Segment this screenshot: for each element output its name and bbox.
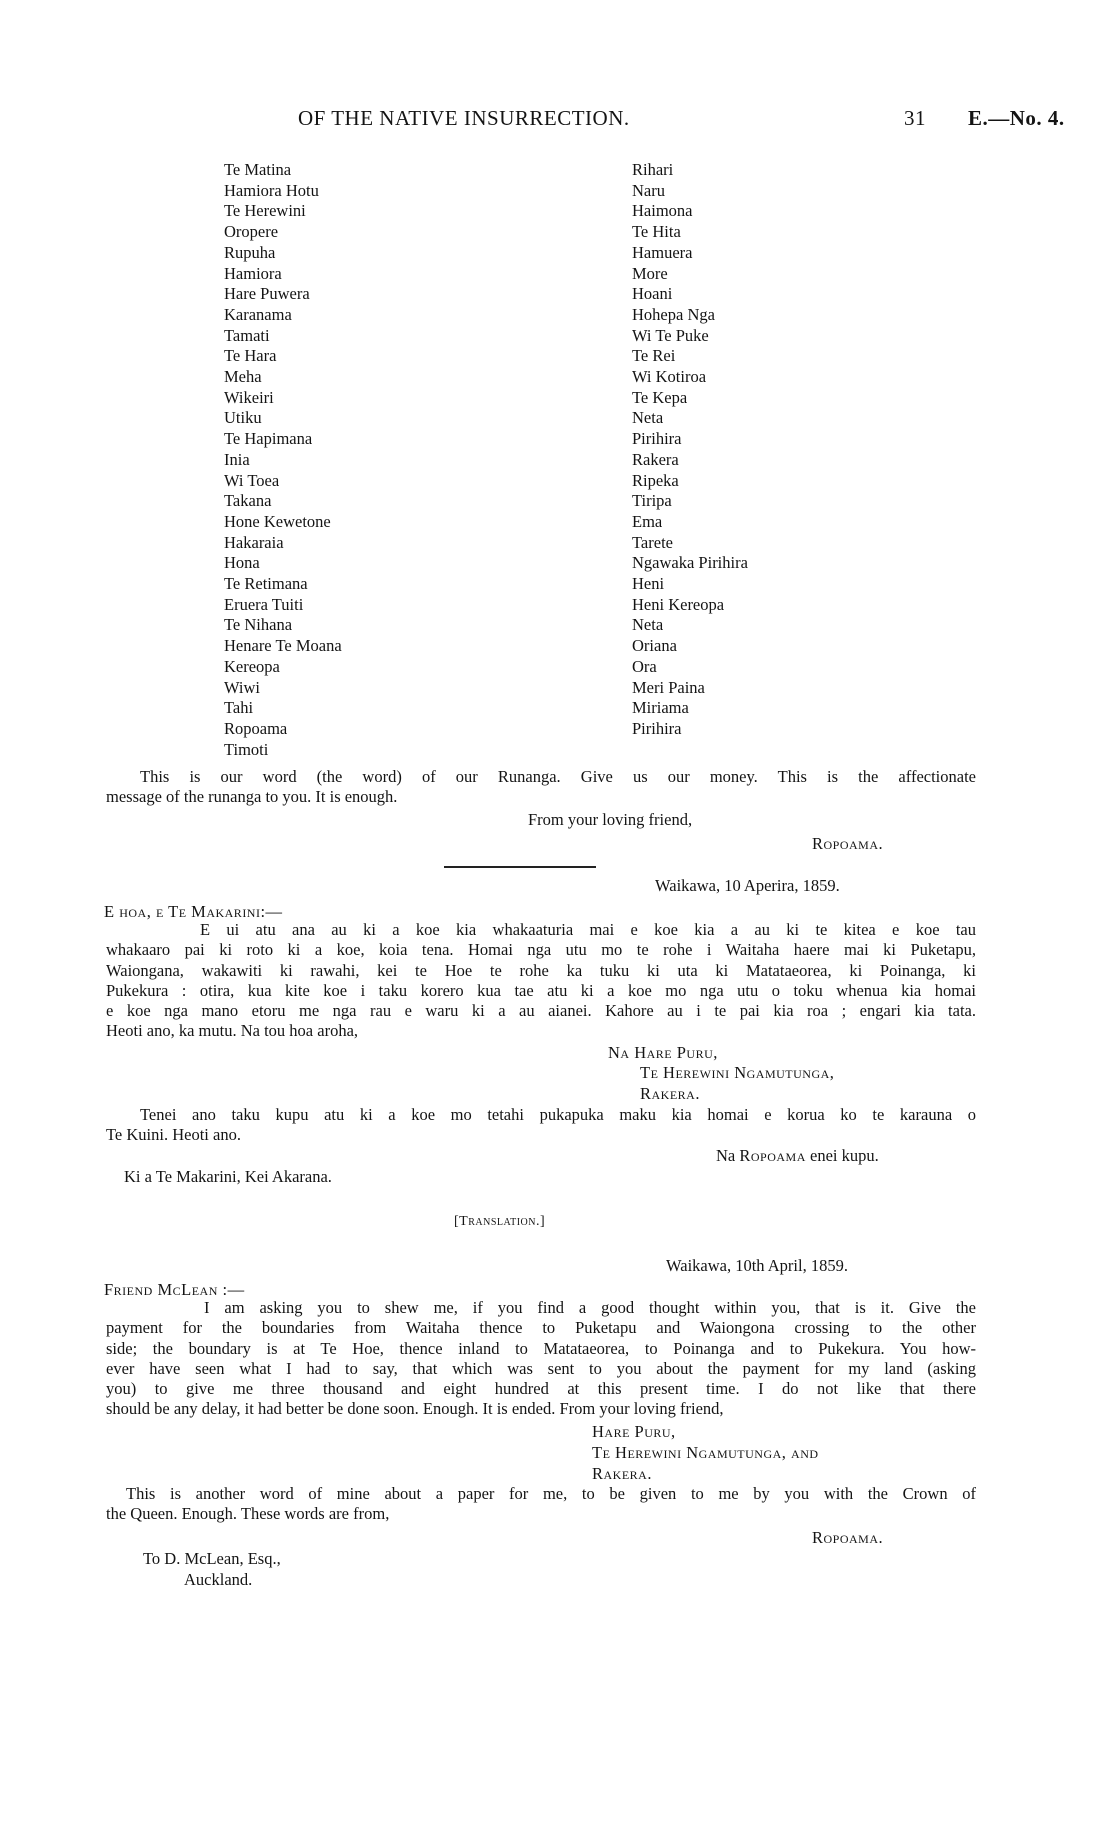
name-right-item: Ripeka [632, 470, 679, 490]
maori-signer-3: Rakera. [640, 1084, 700, 1103]
translation-signature: Ropoama. [812, 1528, 884, 1547]
translation-line: side; the boundary is at Te Hoe, thence inland to Matataeorea, to Poinanga and to Pukekura. You how- [106, 1338, 976, 1358]
name-right-item: Wi Kotiroa [632, 367, 707, 387]
maori-letter-line: E ui atu ana au ki a koe kia whakaaturia mai e koe kia a au ki te kitea e koe tau [200, 920, 976, 939]
name-left-item: Hamiora Hotu [224, 180, 319, 200]
translation-postscript [106, 1484, 976, 1525]
name-left-item: Wiwi [224, 677, 260, 697]
maori-letter-line: whakaaro pai ki roto ki a koe, koia tena. Homai nga utu mo te rohe i Waitaha haere mai ki Puketapu, [106, 940, 976, 960]
translation-signer-2: Te Herewini Ngamutunga, and [592, 1443, 819, 1462]
translation-signer-1: Hare Puru, [592, 1422, 676, 1441]
name-left-item: Utiku [224, 408, 262, 428]
names-list-left [224, 160, 342, 760]
translation-line: I am asking you to shew me, if you find a good thought within you, that is it. Give the [204, 1298, 976, 1317]
maori-letter-line: Pukekura : otira, kua kite koe i taku korero kua tae atu ki a koe mo nga utu o toku whenua kia homai [106, 980, 976, 1000]
name-left-item: Kereopa [224, 656, 280, 676]
runanga-line-1: This is our word (the word) of our Runanga. Give us our money. This is the affectionate [140, 767, 976, 786]
name-right-item: Hohepa Nga [632, 304, 715, 324]
maori-postscript-line-1: Tenei ano taku kupu atu ki a koe mo tetahi pukapuka maku kia homai e korua ko te karauna o [140, 1105, 976, 1124]
name-left-item: Te Nihana [224, 615, 293, 635]
address-recipient: To D. McLean, Esq., [143, 1549, 281, 1568]
maori-salutation: E hoa, e Te Makarini:— [104, 902, 283, 921]
translation-postscript-line-1: This is another word of mine about a paper for me, to be given to me by you with the Crown of [126, 1484, 976, 1503]
name-left-item: Te Retimana [224, 574, 308, 594]
maori-address: Ki a Te Makarini, Kei Akarana. [124, 1167, 332, 1186]
maori-letter-body [106, 920, 976, 1042]
translation-salutation: Friend McLean :— [104, 1280, 245, 1299]
name-right-item: Pirihira [632, 718, 682, 738]
names-list-right [632, 160, 748, 740]
name-right-item: Neta [632, 615, 664, 635]
name-right-item: Oriana [632, 636, 677, 656]
translation-signer-3: Rakera. [592, 1464, 652, 1483]
section-divider [444, 866, 596, 868]
maori-signer-2: Te Herewini Ngamutunga, [640, 1063, 835, 1082]
runanga-closing: From your loving friend, [528, 810, 693, 829]
name-right-item: Hoani [632, 284, 673, 304]
maori-postscript-sign-text: Ropoama [739, 1146, 806, 1165]
name-left-item: Karanama [224, 304, 292, 324]
name-right-item: Tarete [632, 532, 673, 552]
name-left-item: Hone Kewetone [224, 511, 331, 531]
name-right-item: Rihari [632, 160, 674, 179]
name-left-item: Te Herewini [224, 201, 306, 221]
name-left-item: Te Hapimana [224, 429, 313, 449]
name-right-item: Rakera [632, 449, 679, 469]
translation-line: payment for the boundaries from Waitaha thence to Puketapu and Waiongona crossing to the other [106, 1318, 976, 1338]
name-left-item: Tamati [224, 325, 270, 345]
name-right-item: Hamuera [632, 242, 693, 262]
name-right-item: Te Hita [632, 222, 681, 242]
name-left-item: Timoti [224, 739, 269, 759]
translation-body [106, 1298, 976, 1420]
runanga-signature: Ropoama. [812, 834, 884, 853]
name-left-item: Oropere [224, 222, 279, 242]
name-left-item: Inia [224, 449, 250, 469]
name-left-item: Te Hara [224, 346, 277, 366]
runanga-statement [106, 767, 976, 808]
name-left-item: Te Matina [224, 160, 292, 179]
page-title: OF THE NATIVE INSURRECTION. [298, 106, 630, 130]
name-right-item: Neta [632, 408, 664, 428]
name-right-item: Te Kepa [632, 387, 688, 407]
name-right-item: Te Rei [632, 346, 676, 366]
name-left-item: Henare Te Moana [224, 636, 342, 656]
maori-postscript [106, 1105, 976, 1146]
translation-line: should be any delay, it had better be done soon. Enough. It is ended. From your loving friend, [106, 1399, 724, 1419]
name-left-item: Ropoama [224, 718, 288, 738]
maori-postscript-sign: Na Ropoama enei kupu. [716, 1146, 879, 1165]
runanga-line-2: message of the runanga to you. It is enough. [106, 787, 398, 807]
name-right-item: Wi Te Puke [632, 325, 709, 345]
name-right-item: More [632, 263, 668, 283]
document-reference: E.—No. 4. [968, 106, 1065, 130]
name-right-item: Haimona [632, 201, 693, 221]
name-left-item: Hare Puwera [224, 284, 310, 304]
translation-dateline: Waikawa, 10th April, 1859. [666, 1256, 848, 1275]
name-left-item: Tahi [224, 698, 254, 718]
name-left-item: Meha [224, 367, 262, 387]
translation-line: you) to give me three thousand and eight hundred at this present time. I do not like that there [106, 1379, 976, 1399]
name-left-item: Hamiora [224, 263, 282, 283]
name-right-item: Tiripa [632, 491, 672, 511]
maori-postscript-line-2: Te Kuini. Heoti ano. [106, 1125, 241, 1145]
maori-signer-1: Na Hare Puru, [608, 1043, 718, 1062]
translation-heading: [Translation.] [454, 1214, 546, 1229]
maori-letter-line: e koe nga mano etoru me nga rau e waru ki a au aianei. Kahore au i te pai kia roa ; engari kia tata. [106, 1001, 976, 1021]
name-left-item: Rupuha [224, 242, 276, 262]
maori-letter-line: Heoti ano, ka mutu. Na tou hoa aroha, [106, 1021, 359, 1041]
name-right-item: Heni [632, 574, 665, 594]
maori-letter-line: Waiongana, wakawiti ki rawahi, kei te Hoe te rohe ka tuku ki uta ki Matataeorea, ki Poinanga, ki [106, 960, 976, 980]
name-right-item: Naru [632, 180, 665, 200]
name-left-item: Hakaraia [224, 532, 284, 552]
name-left-item: Hona [224, 553, 260, 573]
maori-dateline: Waikawa, 10 Aperira, 1859. [655, 876, 840, 895]
name-right-item: Ema [632, 511, 663, 531]
name-left-item: Wi Toea [224, 470, 280, 490]
translation-postscript-line-2: the Queen. Enough. These words are from, [106, 1504, 390, 1524]
page-number: 31 [904, 106, 926, 130]
name-right-item: Ngawaka Pirihira [632, 553, 748, 573]
name-right-item: Pirihira [632, 429, 682, 449]
name-right-item: Ora [632, 656, 657, 676]
name-right-item: Meri Paina [632, 677, 705, 697]
address-place: Auckland. [184, 1570, 253, 1589]
name-right-item: Miriama [632, 698, 689, 718]
translation-line: ever have seen what I had to say, that which was sent to you about the payment for my land (asking [106, 1358, 976, 1378]
name-right-item: Heni Kereopa [632, 594, 725, 614]
name-left-item: Wikeiri [224, 387, 274, 407]
name-left-item: Takana [224, 491, 272, 511]
name-left-item: Eruera Tuiti [224, 594, 304, 614]
